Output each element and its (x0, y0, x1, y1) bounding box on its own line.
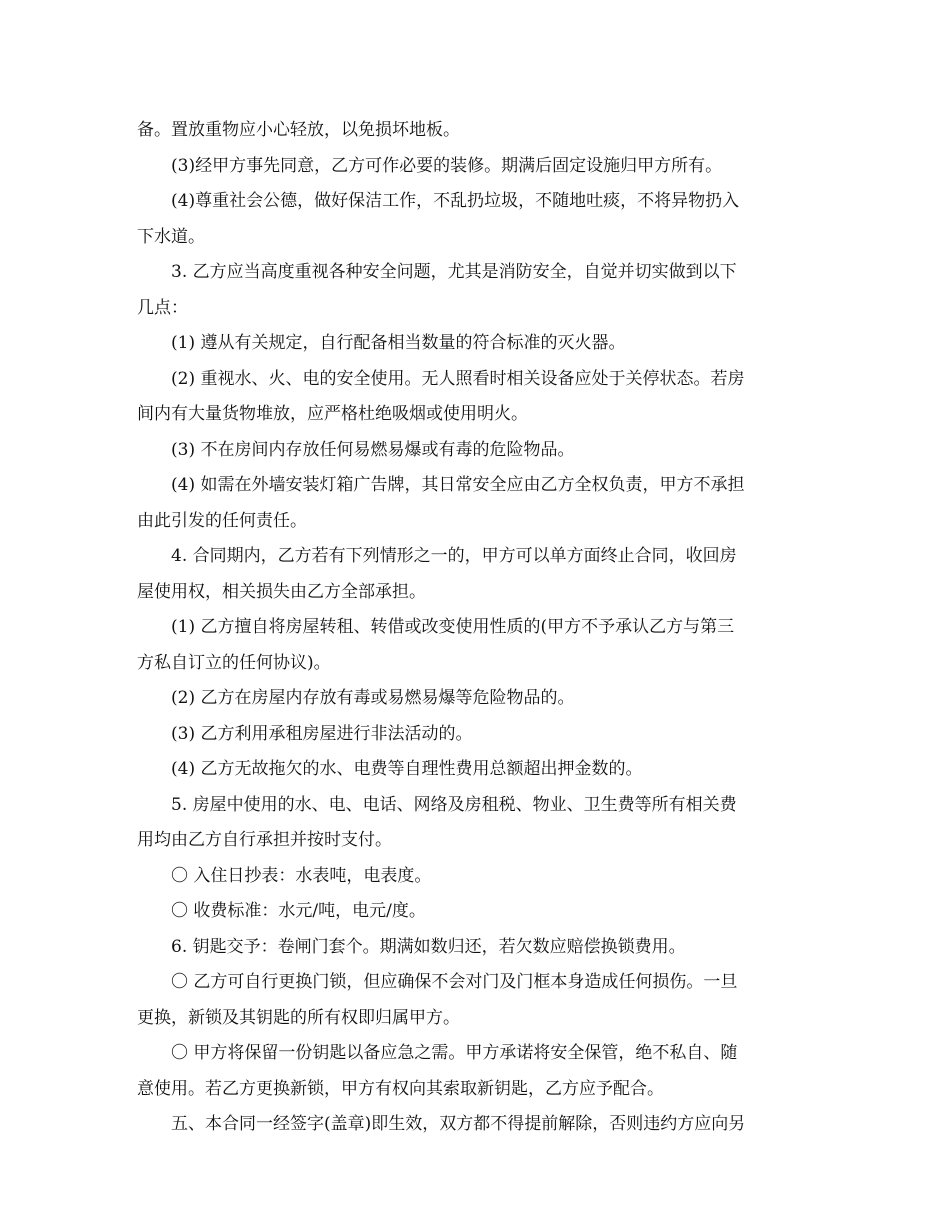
text-line: 4. 合同期内，乙方若有下列情形之一的，甲方可以单方面终止合同，收回房 (171, 546, 737, 566)
text-line: 意使用。若乙方更换新锁，甲方有权向其索取新钥匙，乙方应予配合。 (137, 1078, 664, 1099)
text-line: 由此引发的任何责任。 (137, 510, 307, 531)
text-line: (3)经甲方事先同意，乙方可作必要的装修。期满后固定设施归甲方所有。 (171, 155, 723, 176)
text-line: 方私自订立的任何协议)。 (137, 652, 331, 673)
text-line: 〇 收费标准：水元/吨，电元/度。 (171, 901, 426, 921)
contract-text-body (137, 113, 817, 1143)
text-line: (4) 如需在外墙安装灯箱广告牌，其日常安全应由乙方全权负责，甲方不承担 (171, 475, 745, 495)
text-line: 下水道。 (137, 226, 205, 247)
text-line: (1) 遵从有关规定，自行配备相当数量的符合标准的灭火器。 (171, 333, 626, 353)
text-line: (3) 乙方利用承租房屋进行非法活动的。 (171, 723, 473, 744)
text-line: (4)尊重社会公德，做好保洁工作，不乱扔垃圾，不随地吐痰，不将异物扔入 (171, 191, 740, 211)
text-line: (2) 乙方在房屋内存放有毒或易燃易爆等危险物品的。 (171, 688, 575, 708)
text-line: 屋使用权，相关损失由乙方全部承担。 (137, 581, 426, 602)
text-line: 6. 钥匙交予：卷闸门套个。期满如数归还，若欠数应赔偿换锁费用。 (171, 936, 686, 957)
text-line: (2) 重视水、火、电的安全使用。无人照看时相关设备应处于关停状态。若房 (171, 368, 745, 389)
text-line: (4) 乙方无故拖欠的水、电费等自理性费用总额超出押金数的。 (171, 759, 643, 779)
text-line: (3) 不在房间内存放任何易燃易爆或有毒的危险物品。 (171, 439, 575, 460)
text-line: 用均由乙方自行承担并按时支付。 (137, 830, 392, 850)
text-line: 〇 乙方可自行更换门锁，但应确保不会对门及门框本身造成任何损伤。一旦 (171, 972, 738, 992)
text-line: 间内有大量货物堆放，应严格杜绝吸烟或使用明火。 (137, 404, 528, 424)
text-line: 几点： (137, 297, 188, 318)
text-line: 〇 甲方将保留一份钥匙以备应急之需。甲方承诺将安全保管，绝不私自、随 (171, 1043, 738, 1063)
text-line: 备。置放重物应小心轻放，以免损坏地板。 (137, 120, 460, 140)
text-line: (1) 乙方擅自将房屋转租、转借或改变使用性质的(甲方不予承认乙方与第三 (171, 617, 735, 637)
text-line: 〇 入住日抄表：水表吨，电表度。 (171, 865, 432, 886)
text-line: 五、本合同一经签字(盖章)即生效，双方都不得提前解除，否则违约方应向另 (171, 1114, 746, 1134)
text-line: 更换，新锁及其钥匙的所有权即归属甲方。 (137, 1007, 460, 1028)
text-line: 5. 房屋中使用的水、电、电话、网络及房租税、物业、卫生费等所有相关费 (171, 794, 737, 815)
text-line: 3. 乙方应当高度重视各种安全问题，尤其是消防安全，自觉并切实做到以下 (171, 262, 737, 282)
